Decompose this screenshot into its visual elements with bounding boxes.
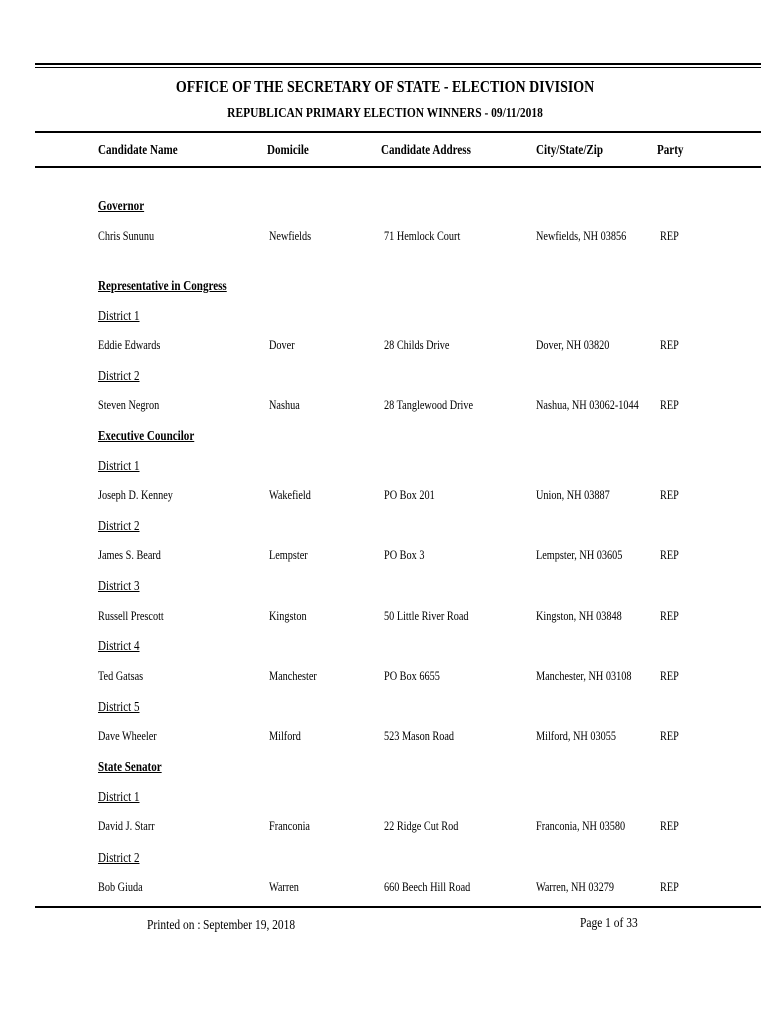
cell-city: Milford, NH 03055 bbox=[536, 729, 617, 743]
cell-address: 660 Beech Hill Road bbox=[384, 880, 471, 894]
cell-address: PO Box 6655 bbox=[384, 669, 440, 683]
district-heading: District 2 bbox=[98, 368, 140, 383]
page-subtitle: REPUBLICAN PRIMARY ELECTION WINNERS - 09/11/2018 bbox=[227, 106, 543, 121]
district-heading: District 2 bbox=[98, 518, 140, 533]
cell-party: REP bbox=[660, 229, 679, 243]
cell-party: REP bbox=[660, 669, 679, 683]
cell-name: James S. Beard bbox=[98, 548, 161, 562]
office-heading: Executive Councilor bbox=[98, 428, 195, 443]
column-header-domicile: Domicile bbox=[267, 142, 309, 157]
cell-address: 28 Tanglewood Drive bbox=[384, 398, 474, 412]
cell-party: REP bbox=[660, 880, 679, 894]
cell-party: REP bbox=[660, 338, 679, 352]
cell-domicile: Dover bbox=[269, 338, 295, 352]
header-top-rule bbox=[35, 131, 761, 133]
cell-party: REP bbox=[660, 548, 679, 562]
office-heading: State Senator bbox=[98, 759, 162, 774]
cell-address: 71 Hemlock Court bbox=[384, 229, 461, 243]
header-bottom-rule bbox=[35, 166, 761, 168]
cell-city: Warren, NH 03279 bbox=[536, 880, 615, 894]
printed-on-label: Printed on : bbox=[147, 918, 201, 933]
page-title: OFFICE OF THE SECRETARY OF STATE - ELECTION DIVISION bbox=[175, 77, 595, 96]
cell-name: David J. Starr bbox=[98, 819, 155, 833]
cell-party: REP bbox=[660, 609, 679, 623]
column-header-city-state-zip: City/State/Zip bbox=[536, 142, 604, 157]
cell-city: Franconia, NH 03580 bbox=[536, 819, 626, 833]
cell-domicile: Lempster bbox=[269, 548, 308, 562]
cell-city: Kingston, NH 03848 bbox=[536, 609, 622, 623]
cell-party: REP bbox=[660, 819, 679, 833]
cell-name: Bob Giuda bbox=[98, 880, 143, 894]
cell-domicile: Franconia bbox=[269, 819, 310, 833]
cell-address: 28 Childs Drive bbox=[384, 338, 450, 352]
cell-domicile: Newfields bbox=[269, 229, 312, 243]
district-heading: District 3 bbox=[98, 578, 140, 593]
cell-name: Eddie Edwards bbox=[98, 338, 161, 352]
cell-domicile: Wakefield bbox=[269, 488, 311, 502]
cell-domicile: Manchester bbox=[269, 669, 317, 683]
district-heading: District 1 bbox=[98, 308, 140, 323]
district-heading: District 5 bbox=[98, 699, 140, 714]
cell-city: Dover, NH 03820 bbox=[536, 338, 610, 352]
cell-address: 523 Mason Road bbox=[384, 729, 455, 743]
cell-name: Russell Prescott bbox=[98, 609, 164, 623]
cell-city: Nashua, NH 03062-1044 bbox=[536, 398, 639, 412]
cell-party: REP bbox=[660, 729, 679, 743]
cell-name: Joseph D. Kenney bbox=[98, 488, 173, 502]
column-header-candidate-address: Candidate Address bbox=[381, 142, 471, 157]
district-heading: District 4 bbox=[98, 638, 140, 653]
cell-domicile: Kingston bbox=[269, 609, 307, 623]
office-heading: Governor bbox=[98, 198, 145, 213]
printed-on-date: September 19, 2018 bbox=[203, 918, 296, 933]
page-number: Page 1 of 33 bbox=[580, 916, 638, 931]
cell-name: Chris Sununu bbox=[98, 229, 155, 243]
cell-party: REP bbox=[660, 398, 679, 412]
cell-city: Manchester, NH 03108 bbox=[536, 669, 632, 683]
cell-party: REP bbox=[660, 488, 679, 502]
cell-domicile: Milford bbox=[269, 729, 301, 743]
cell-address: PO Box 3 bbox=[384, 548, 425, 562]
top-rule bbox=[35, 63, 761, 65]
column-header-candidate-name: Candidate Name bbox=[98, 142, 178, 157]
cell-city: Newfields, NH 03856 bbox=[536, 229, 627, 243]
cell-name: Steven Negron bbox=[98, 398, 160, 412]
cell-domicile: Nashua bbox=[269, 398, 300, 412]
top-rule-thin bbox=[35, 67, 761, 68]
district-heading: District 2 bbox=[98, 850, 140, 865]
cell-address: PO Box 201 bbox=[384, 488, 435, 502]
district-heading: District 1 bbox=[98, 789, 140, 804]
office-heading: Representative in Congress bbox=[98, 278, 227, 293]
cell-domicile: Warren bbox=[269, 880, 299, 894]
district-heading: District 1 bbox=[98, 458, 140, 473]
cell-address: 22 Ridge Cut Rod bbox=[384, 819, 459, 833]
cell-city: Lempster, NH 03605 bbox=[536, 548, 623, 562]
cell-address: 50 Little River Road bbox=[384, 609, 469, 623]
cell-city: Union, NH 03887 bbox=[536, 488, 610, 502]
column-header-party: Party bbox=[657, 142, 684, 157]
footer-rule bbox=[35, 906, 761, 908]
cell-name: Ted Gatsas bbox=[98, 669, 144, 683]
cell-name: Dave Wheeler bbox=[98, 729, 157, 743]
